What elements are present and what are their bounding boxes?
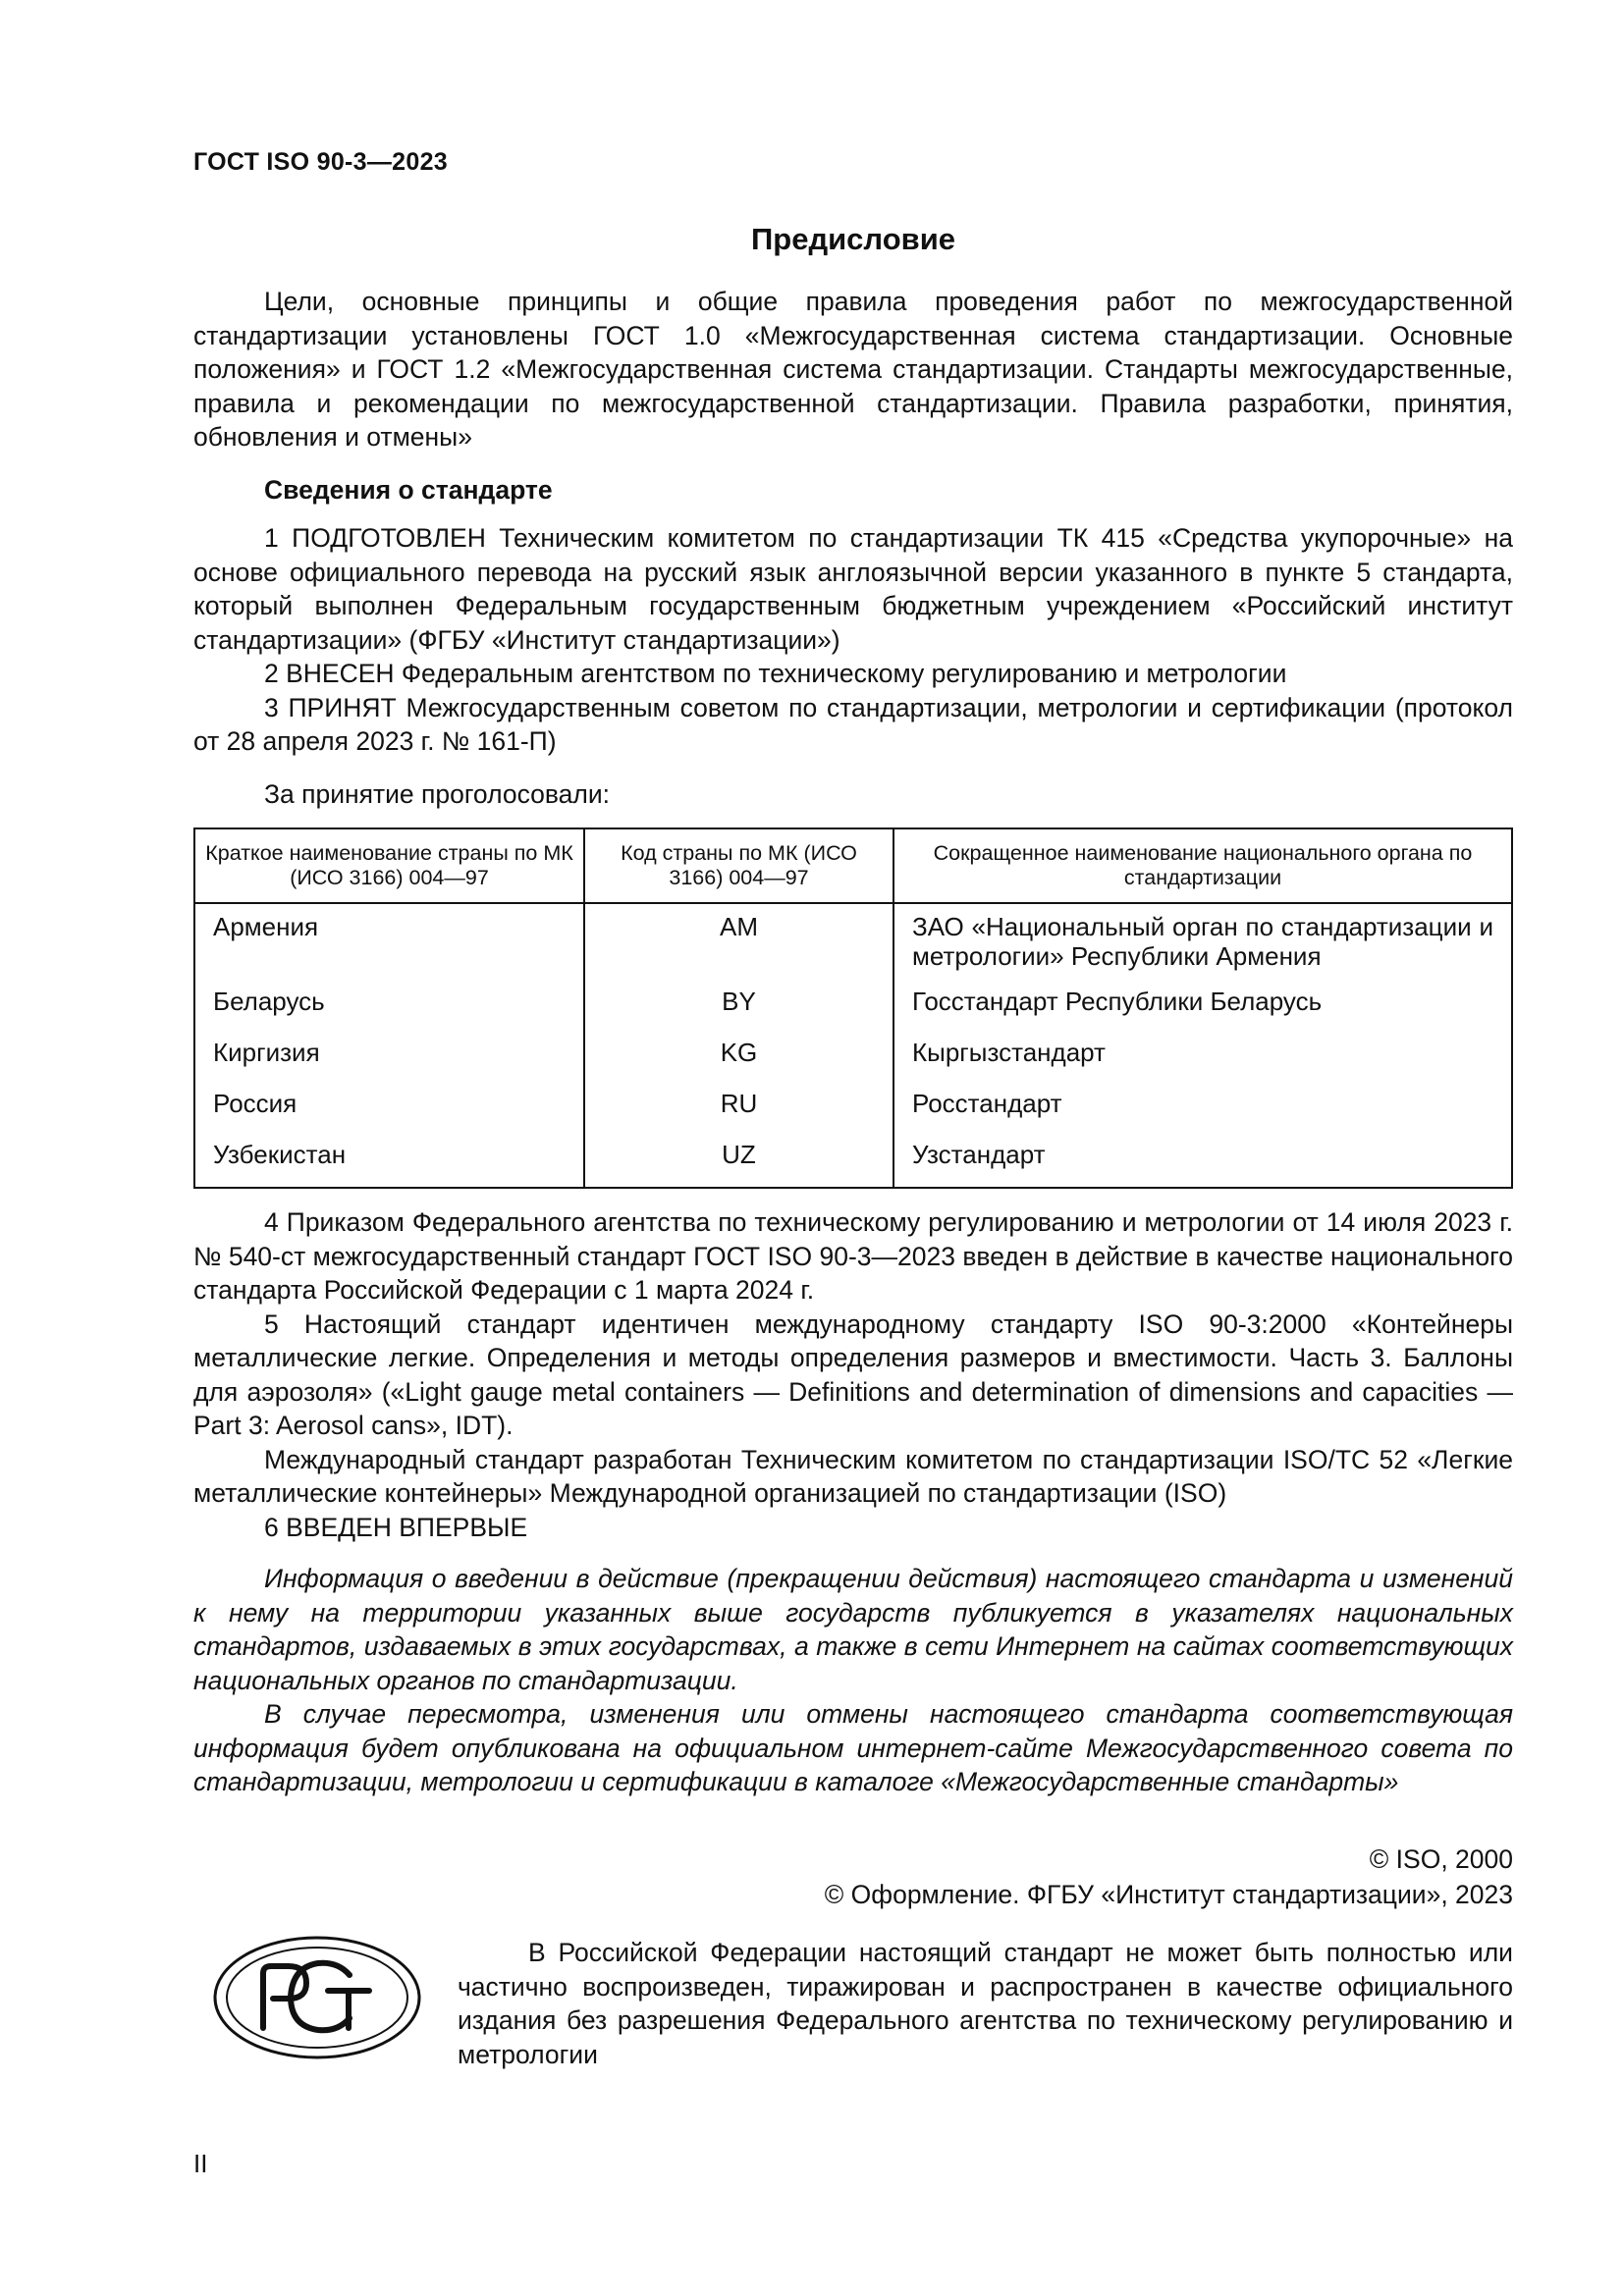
items-4-6 — [193, 1205, 1513, 1544]
table-row — [194, 1087, 1512, 1138]
cell-country: Узбекистан — [194, 1138, 584, 1188]
copyright-block — [193, 1842, 1513, 1912]
table-row — [194, 903, 1512, 981]
header-org: Сокращенное наименование национального органа по стандартизации — [893, 828, 1512, 903]
table-header-row — [194, 828, 1512, 903]
table-row — [194, 1036, 1512, 1087]
item-6: 6 ВВЕДЕН ВПЕРВЫЕ — [264, 1512, 528, 1542]
copyright-iso: © ISO, 2000 — [1369, 1844, 1513, 1874]
gost-r-mark-icon — [212, 1934, 423, 2061]
voting-table — [193, 828, 1513, 1189]
cell-country: Киргизия — [194, 1036, 584, 1087]
intro-paragraph: Цели, основные принципы и общие правила проведения работ по межгосударственной стандартизации установлены ГОСТ 1.0 «Межгосударственная система стандартизации. Основные положения» и ГОСТ 1.2 «Межгосударственная система стандартизации. Стандарты межгосударственные, правила и рекомендации по межгосударственной стандартизации. Правила разработки, принятия, обновления и отмены» — [193, 287, 1513, 452]
header-code: Код страны по МК (ИСО 3166) 004—97 — [584, 828, 893, 903]
document-code-header: ГОСТ ISO 90-3—2023 — [193, 148, 449, 176]
cell-org: Кыргызстандарт — [893, 1036, 1512, 1087]
items-1-3 — [193, 521, 1513, 759]
table-row — [194, 981, 1512, 1036]
info-heading: Сведения о стандарте — [264, 475, 553, 505]
copyright-design: © Оформление. ФГБУ «Институт стандартизации», 2023 — [824, 1880, 1513, 1909]
cell-org: Росстандарт — [893, 1087, 1512, 1138]
italic-paragraph-2: В случае пересмотра, изменения или отмены настоящего стандарта соответствующая информация будет опубликована на официальном интернет-сайте Межгосударственного совета по стандартизации, метрологии и сертификации в каталоге «Межгосударственные стандарты» — [193, 1699, 1513, 1796]
cell-org: ЗАО «Национальный орган по стандартизации и метрологии» Республики Армения — [893, 903, 1512, 981]
cell-code: UZ — [584, 1138, 893, 1188]
item-5: 5 Настоящий стандарт идентичен международному стандарту ISO 90-3:2000 «Контейнеры металлические легкие. Определения и методы определения размеров и вместимости. Часть 3. Баллоны для аэрозоля» («Light gauge metal containers — Definitions and determination of dimensions and capacities — Part 3: Aerosol cans», IDT). — [193, 1308, 1513, 1440]
page-title: Предисловие — [750, 222, 955, 256]
item-1: 1 ПОДГОТОВЛЕН Техническим комитетом по стандартизации ТК 415 «Средства укупорочные» на основе официального перевода на русский язык англоязычной версии указанного в пункте 5 стандарта, который выполнен Федеральным государственным бюджетным учреждением «Российский институт стандартизации» (ФГБУ «Институт стандартизации») — [193, 523, 1513, 655]
italic-info-block — [193, 1562, 1513, 1799]
item-2: 2 ВНЕСЕН Федеральным агентством по техническому регулированию и метрологии — [264, 659, 1287, 688]
cell-org: Госстандарт Республики Беларусь — [893, 981, 1512, 1036]
header-country: Краткое наименование страны по МК (ИСО 3166) 004—97 — [194, 828, 584, 903]
cell-country: Армения — [194, 903, 584, 981]
table-row — [194, 1138, 1512, 1188]
intro-paragraph-block — [193, 285, 1513, 454]
notice-text: В Российской Федерации настоящий стандарт не может быть полностью или частично воспроизведен, тиражирован и распространен в качестве официального издания без разрешения Федерального агентства по техническому регулированию и метрологии — [458, 1938, 1513, 2069]
cell-country: Беларусь — [194, 981, 584, 1036]
reproduction-notice — [458, 1936, 1513, 2071]
cell-code: RU — [584, 1087, 893, 1138]
voted-label: За принятие проголосовали: — [264, 779, 611, 809]
voted-label-block — [193, 777, 1513, 812]
standard-info-block — [193, 473, 1513, 507]
page-number: II — [193, 2149, 208, 2178]
cell-org: Узстандарт — [893, 1138, 1512, 1188]
item-3: 3 ПРИНЯТ Межгосударственным советом по стандартизации, метрологии и сертификации (протокол от 28 апреля 2023 г. № 161-П) — [193, 692, 1513, 756]
cell-code: AM — [584, 903, 893, 981]
cell-code: KG — [584, 1036, 893, 1087]
cell-country: Россия — [194, 1087, 584, 1138]
cell-code: BY — [584, 981, 893, 1036]
italic-paragraph-1: Информация о введении в действие (прекращении действия) настоящего стандарта и изменений к нему на территории указанных выше государств публикуется в указателях национальных стандартов, издаваемых в этих государствах, а также в сети Интернет на сайтах соответствующих национальных органов по стандартизации. — [193, 1564, 1513, 1695]
item-4: 4 Приказом Федерального агентства по техническому регулированию и метрологии от 14 июля 2023 г. № 540-ст межгосударственный стандарт ГОСТ ISO 90-3—2023 введен в действие в качестве национального стандарта Российской Федерации с 1 марта 2024 г. — [193, 1207, 1513, 1305]
item-5-continuation: Международный стандарт разработан Техническим комитетом по стандартизации ISO/TC 52 «Легкие металлические контейнеры» Международной организацией по стандартизации (ISO) — [193, 1444, 1513, 1508]
